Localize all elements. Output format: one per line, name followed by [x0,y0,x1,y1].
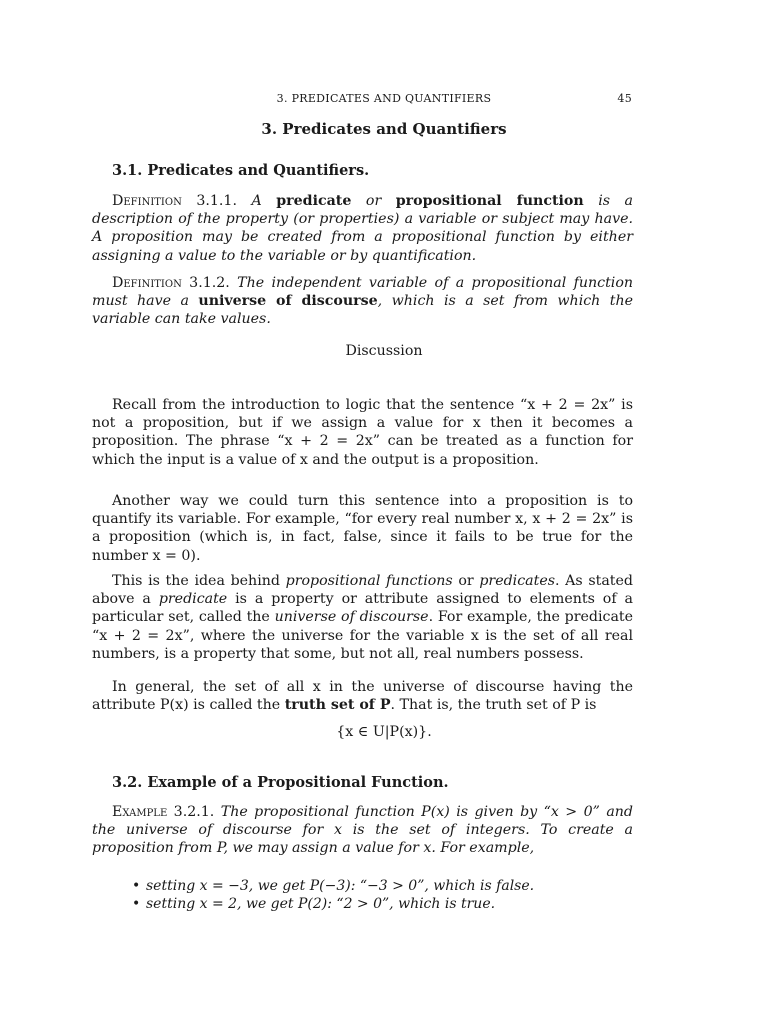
text-run: The independent variable of a propositional function must have a [92,275,634,310]
example-bullet-list [132,877,632,913]
paragraph-recall: Recall from the introduction to logic that the sentence “x + 2 = 2x” is not a proposition, but if we assign a value for x then it becomes a proposition. The phrase “x + 2 = 2x” can be treated as a function for which the input is a value of x and the output is a proposition. [92,397,633,468]
term-universe-of-discourse: universe of discourse [198,293,378,310]
text-run: or [351,193,396,209]
paragraph-predicates [92,572,633,663]
list-item-text: setting x = −3, we get P(−3): “−3 > 0”, which is false. [146,878,535,894]
section-title-3-2: 3.2. Example of a Propositional Function. [112,774,449,791]
example-label: Example 3.2.1. [112,804,215,820]
text-run: . That is, the truth set of P is [390,697,597,714]
page-number: 45 [617,92,632,105]
list-item [132,877,632,895]
term-predicate: predicate [276,193,352,209]
bullet-icon: • [132,878,141,894]
running-head-title: 3. PREDICATES AND QUANTIFIERS [276,92,492,105]
definition-label: Definition 3.1.2. [112,275,230,291]
bullet-icon: • [132,896,141,912]
example-text: The propositional function P(x) is given by “x > 0” and the universe of discourse for x is the set of integers. To create a proposition from P, we may assign a value for x. For example, [92,804,633,857]
paragraph-quantify: Another way we could turn this sentence into a proposition is to quantify its variable. For example, “for every real number x, x + 2 = 2x” is a proposition (which is, in fact, false, since it fails to be true for the number x = 0). [92,493,633,564]
truth-set-formula: {x ∈ U|P(x)}. [336,724,432,740]
text-run: In general, the set of all x in the universe of discourse having the attribute P(x) is called the [92,679,633,714]
text-run: is a description of the property (or properties) a variable or subject may have. A proposition may be created from a propositional function by either assigning a value to the variable or by quantification. [92,193,633,264]
emph-predicate: predicate [158,591,228,608]
text-run: , which is a set from which the variable can take values. [92,293,633,328]
emph-propositional-functions: propositional functions [285,573,453,589]
example-3-2-1 [92,803,633,858]
definition-3-1-1 [92,192,633,265]
definition-label: Definition 3.1.1. [112,193,237,209]
chapter-title: 3. Predicates and Quantifiers [261,120,507,138]
text-run: . As stated above a [92,573,633,608]
text-run: is a property or attribute assigned to elements of a particular set, called the [92,591,633,626]
emph-universe-of-discourse: universe of discourse [274,609,429,626]
text-run: A [251,193,277,209]
definition-3-1-2 [92,274,633,329]
list-item-text: setting x = 2, we get P(2): “2 > 0”, which is true. [146,896,496,912]
discussion-heading: Discussion [345,343,423,359]
text-run: . For example, the predicate “x + 2 = 2x”, where the universe for the variable x is the set of all real numbers, is a property that some, but not all, real numbers possess. [92,609,633,662]
text-run: or [452,573,480,589]
emph-predicates: predicates [479,573,556,589]
list-item [132,895,632,913]
paragraph-truth-set [92,678,633,714]
text-run: This is the idea behind [112,573,286,589]
section-title-3-1: 3.1. Predicates and Quantifiers. [112,162,370,179]
term-truth-set: truth set of P [284,697,391,714]
term-propositional-function: propositional function [395,193,584,209]
